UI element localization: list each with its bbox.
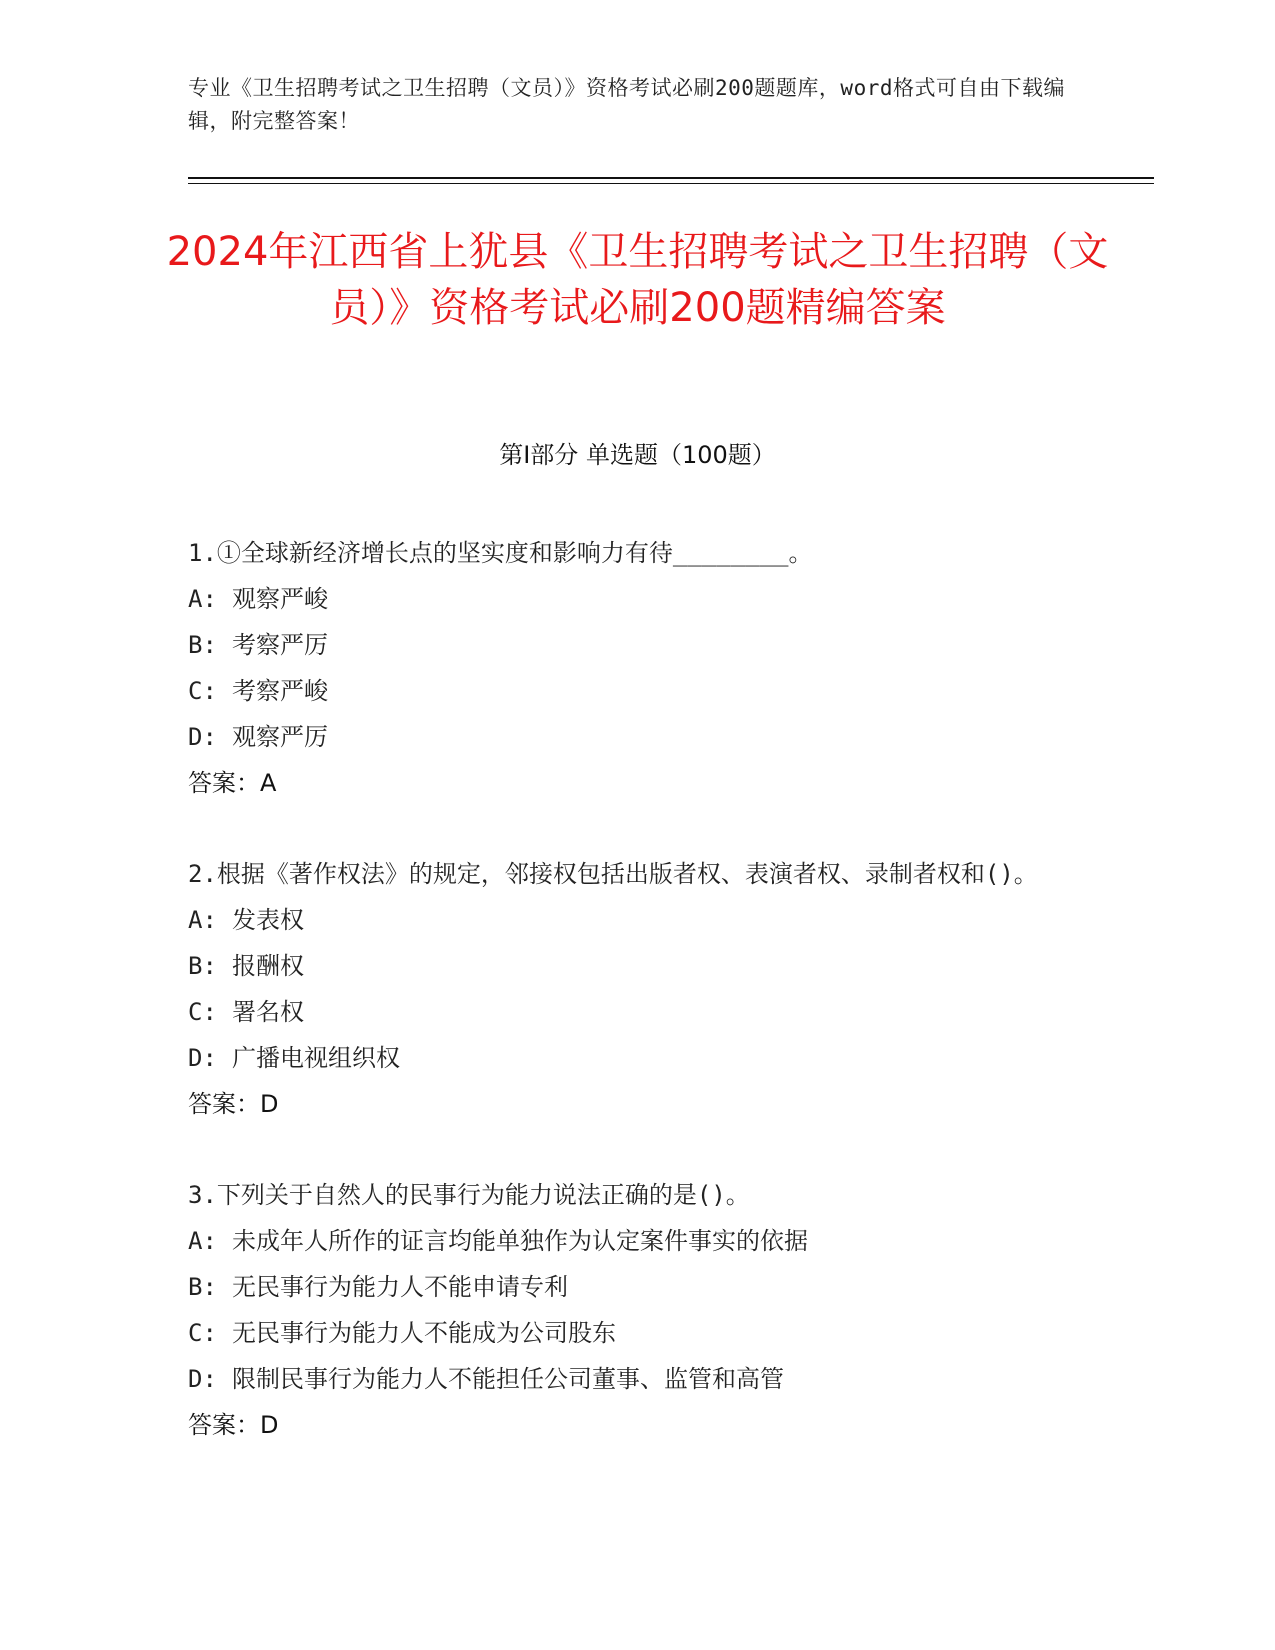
answer-line: 答案：D [188,1090,279,1118]
question-stem: 1.①全球新经济增长点的坚实度和影响力有待________。 [188,539,813,567]
option-a [188,897,1068,943]
option-text: 广播电视组织权 [232,1044,400,1072]
answer-line: 答案：A [188,769,277,797]
option-text: 限制民事行为能力人不能担任公司董事、监管和高管 [232,1365,784,1393]
option-b [188,622,1068,668]
option-letter: D: [188,723,217,751]
question-1 [188,530,1068,806]
option-letter: C: [188,677,217,705]
header-note: 专业《卫生招聘考试之卫生招聘（文员）》资格考试必刷200题题库，word格式可自由下载编辑，附完整答案！ [188,76,1065,133]
option-d [188,714,1068,760]
option-letter: A: [188,585,217,613]
question-2 [188,851,1068,1127]
option-letter: B: [188,952,217,980]
option-b [188,943,1068,989]
document-title: 2024年江西省上犹县《卫生招聘考试之卫生招聘（文员）》资格考试必刷200题精编答案 [166,229,1109,331]
question-list [188,530,1068,1493]
header-divider-thick [188,177,1154,179]
answer-line: 答案：D [188,1411,279,1439]
option-letter: B: [188,631,217,659]
option-letter: B: [188,1273,217,1301]
option-letter: C: [188,1319,217,1347]
option-text: 观察严厉 [232,723,328,751]
option-letter: D: [188,1365,217,1393]
option-letter: C: [188,998,217,1026]
option-text: 报酬权 [232,952,304,980]
question-stem: 2.根据《著作权法》的规定，邻接权包括出版者权、表演者权、录制者权和()。 [188,860,1038,888]
option-text: 发表权 [232,906,304,934]
option-a [188,1218,1068,1264]
question-3 [188,1172,1068,1448]
option-letter: A: [188,1227,217,1255]
question-stem: 3.下列关于自然人的民事行为能力说法正确的是()。 [188,1181,750,1209]
option-d [188,1356,1068,1402]
header-divider-thin [188,183,1154,184]
option-letter: A: [188,906,217,934]
option-a [188,576,1068,622]
option-text: 署名权 [232,998,304,1026]
option-text: 未成年人所作的证言均能单独作为认定案件事实的依据 [232,1227,808,1255]
option-text: 观察严峻 [232,585,328,613]
option-c [188,668,1068,714]
option-c [188,989,1068,1035]
section-heading: 第I部分 单选题（100题） [499,441,776,469]
option-c [188,1310,1068,1356]
option-text: 无民事行为能力人不能申请专利 [232,1273,568,1301]
option-text: 无民事行为能力人不能成为公司股东 [232,1319,616,1347]
option-b [188,1264,1068,1310]
option-text: 考察严峻 [232,677,328,705]
option-letter: D: [188,1044,217,1072]
option-d [188,1035,1068,1081]
option-text: 考察严厉 [232,631,328,659]
